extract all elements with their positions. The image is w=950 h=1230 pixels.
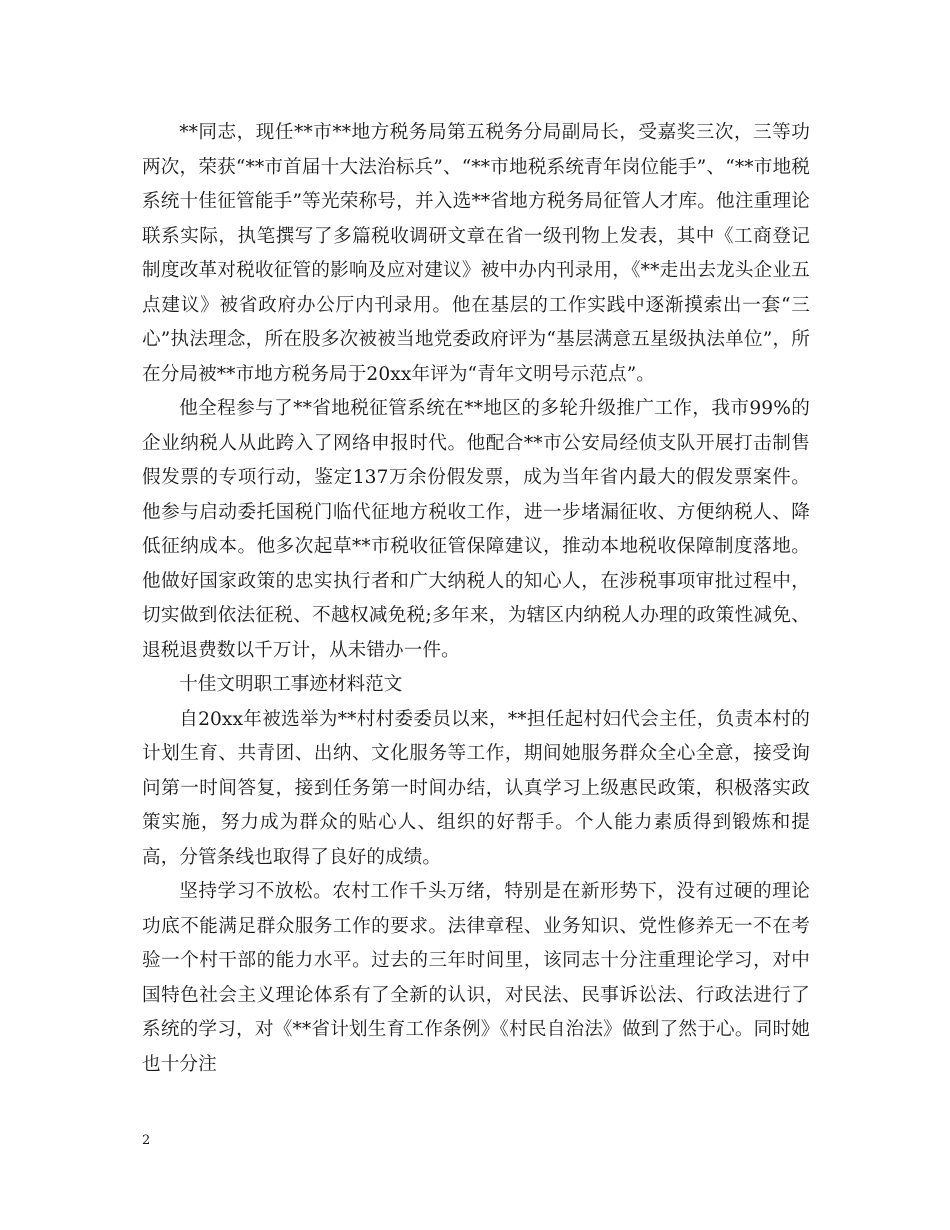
- page-number: 2: [142, 1133, 151, 1148]
- document-body: [142, 116, 810, 1082]
- paragraph-tax-system-work: 他全程参与了**省地税征管系统在**地区的多轮升级推广工作，我市99%的企业纳税人从此跨入了网络申报时代。他配合**市公安局经侦支队开展打击制售假发票的专项行动，鉴定137万余份假发票，成为当年省内最大的假发票案件。他参与启动委托国税门临代征地方税收工作，进一步堵漏征收、方便纳税人、降低征纳成本。他多次起草**市税收征管保障建议，推动本地税收保障制度落地。他做好国家政策的忠实执行者和广大纳税人的知心人，在涉税事项审批过程中，切实做到依法征税、不越权减免税;多年来，为辖区内纳税人办理的政策性减免、退税退费数以千万计，从未错办一件。: [142, 398, 810, 661]
- paragraph-village-committee: 自20xx年被选举为**村村委委员以来，**担任起村妇代会主任，负责本村的计划生育、共青团、出纳、文化服务等工作，期间她服务群众全心全意，接受询问第一时间答复，接到任务第一时间办结，认真学习上级惠民政策，积极落实政策实施，努力成为群众的贴心人、组织的好帮手。个人能力素质得到锻炼和提高，分管条线也取得了良好的成绩。: [142, 708, 810, 868]
- paragraph-tax-official-honors: **同志，现任**市**地方税务局第五税务分局副局长，受嘉奖三次，三等功两次，荣获“**市首届十大法治标兵”、“**市地税系统青年岗位能手”、“**市地税系统十佳征管能手”等光荣称号，并入选**省地方税务局征管人才库。他注重理论联系实际，执笔撰写了多篇税收调研文章在省一级刊物上发表，其中《工商登记制度改革对税收征管的影响及应对建议》被中办内刊录用，《**走出去龙头企业五点建议》被省政府办公厅内刊录用。他在基层的工作实践中逐渐摸索出一套“三心”执法理念，所在股多次被被当地党委政府评为“基层满意五星级执法单位”，所在分局被**市地方税务局于20xx年评为“青年文明号示范点”。: [142, 122, 810, 385]
- paragraph-keep-learning: 坚持学习不放松。农村工作千头万绪，特别是在新形势下，没有过硬的理论功底不能满足群众服务工作的要求。法律章程、业务知识、党性修养无一不在考验一个村干部的能力水平。过去的三年时间里，该同志十分注重理论学习，对中国特色社会主义理论体系有了全新的认识，对民法、民事诉讼法、行政法进行了系统的学习，对《**省计划生育工作条例》《村民自治法》做到了然于心。同时她也十分注: [142, 881, 810, 1075]
- section-heading: 十佳文明职工事迹材料范文: [179, 674, 403, 695]
